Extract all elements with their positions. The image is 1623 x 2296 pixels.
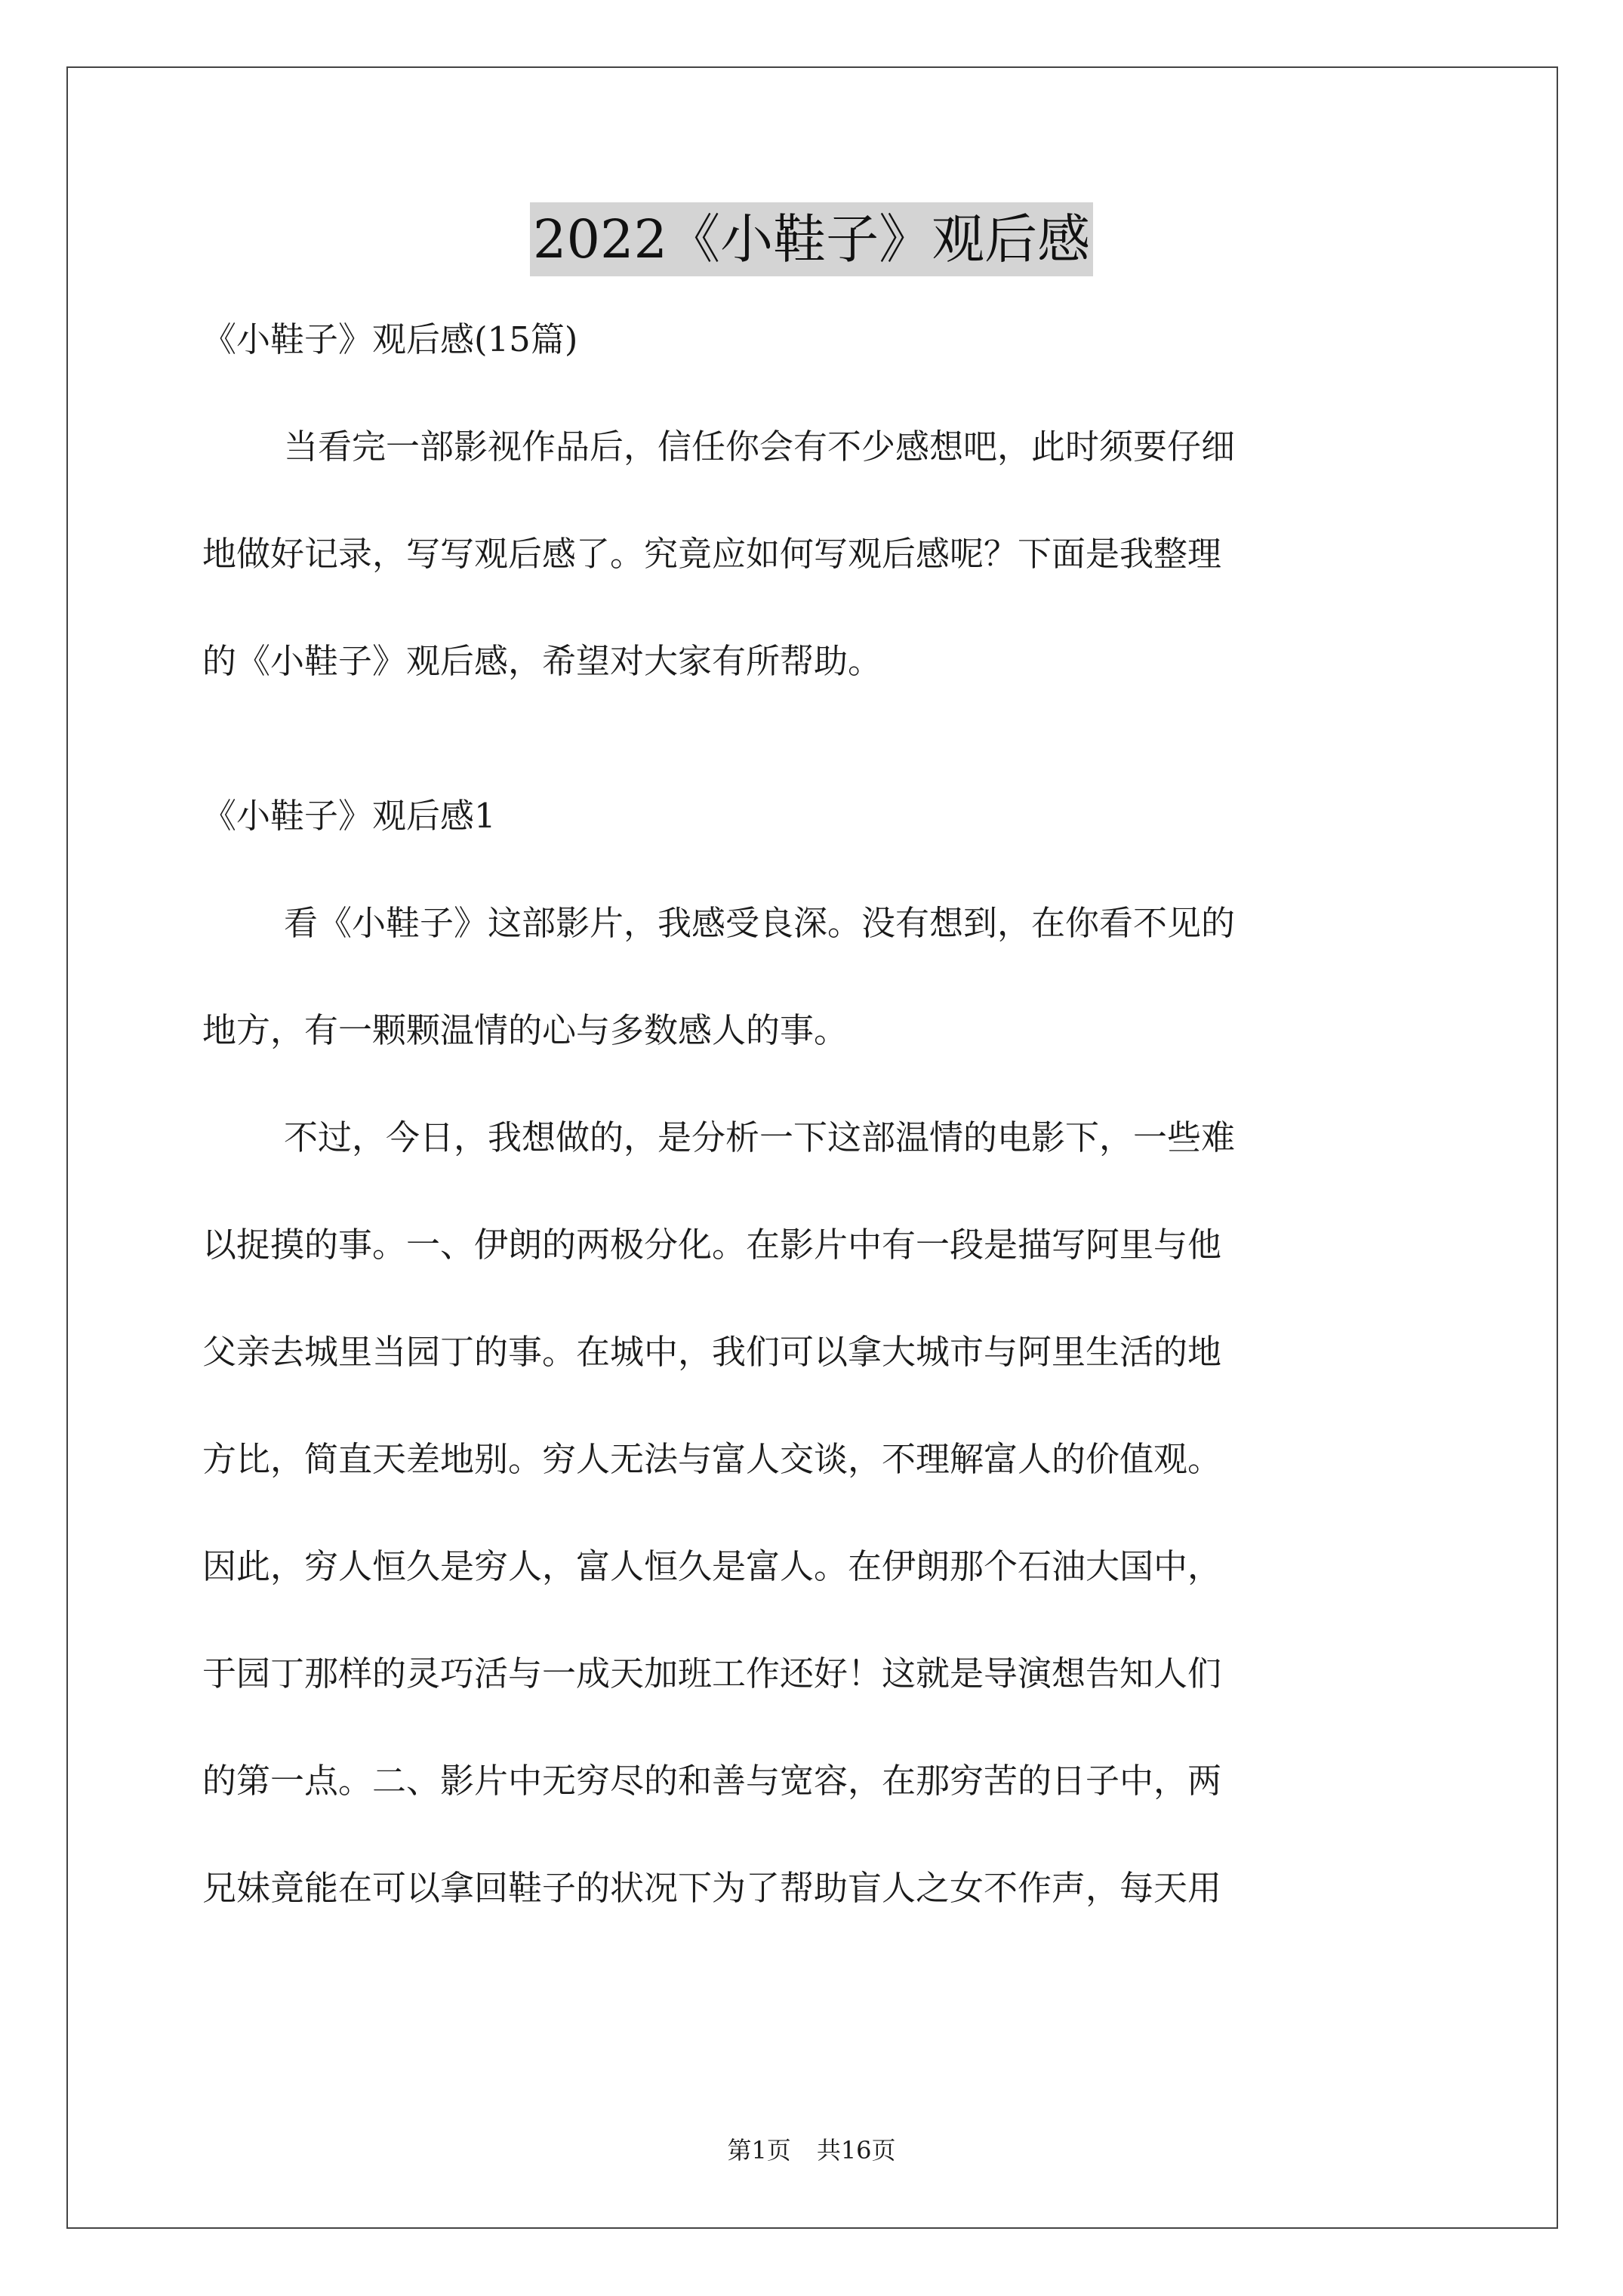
- body-line: 于园丁那样的灵巧活与一成天加班工作还好！这就是导演想告知人们: [202, 1653, 1222, 1693]
- page-number: 第1页: [727, 2136, 791, 2165]
- title-container: [0, 202, 1623, 276]
- body-line: 父亲去城里当园丁的事。在城中，我们可以拿大城市与阿里生活的地: [202, 1332, 1222, 1372]
- intro-line: 的《小鞋子》观后感，希望对大家有所帮助。: [202, 641, 882, 681]
- body-line: 的第一点。二、影片中无穷尽的和善与宽容，在那穷苦的日子中，两: [202, 1761, 1222, 1801]
- body-line: 不过，今日，我想做的，是分析一下这部温情的电影下，一些难: [284, 1117, 1236, 1157]
- intro-line: 当看完一部影视作品后，信任你会有不少感想吧，此时须要仔细: [284, 427, 1236, 467]
- intro-line: 地做好记录，写写观后感了。究竟应如何写观后感呢？下面是我整理: [202, 534, 1222, 574]
- body-line: 因此，穷人恒久是穷人，富人恒久是富人。在伊朗那个石油大国中，: [202, 1546, 1222, 1586]
- body-line: 地方，有一颗颗温情的心与多数感人的事。: [202, 1010, 848, 1050]
- body-line: 兄妹竟能在可以拿回鞋子的状况下为了帮助盲人之女不作声，每天用: [202, 1868, 1222, 1908]
- document-body: [202, 302, 1440, 1958]
- page-total: 共16页: [816, 2136, 896, 2165]
- body-line: 方比，简直天差地别。穷人无法与富人交谈，不理解富人的价值观。: [202, 1439, 1222, 1479]
- body-line: 看《小鞋子》这部影片，我感受良深。没有想到，在你看不见的: [284, 903, 1236, 943]
- body-line: 以捉摸的事。一、伊朗的两极分化。在影片中有一段是描写阿里与他: [202, 1225, 1222, 1265]
- document-title: 2022《小鞋子》观后感: [530, 202, 1093, 276]
- document-subtitle: 《小鞋子》观后感(15篇): [202, 319, 578, 359]
- page-footer: [0, 2134, 1623, 2167]
- section-heading: 《小鞋子》观后感1: [202, 796, 496, 836]
